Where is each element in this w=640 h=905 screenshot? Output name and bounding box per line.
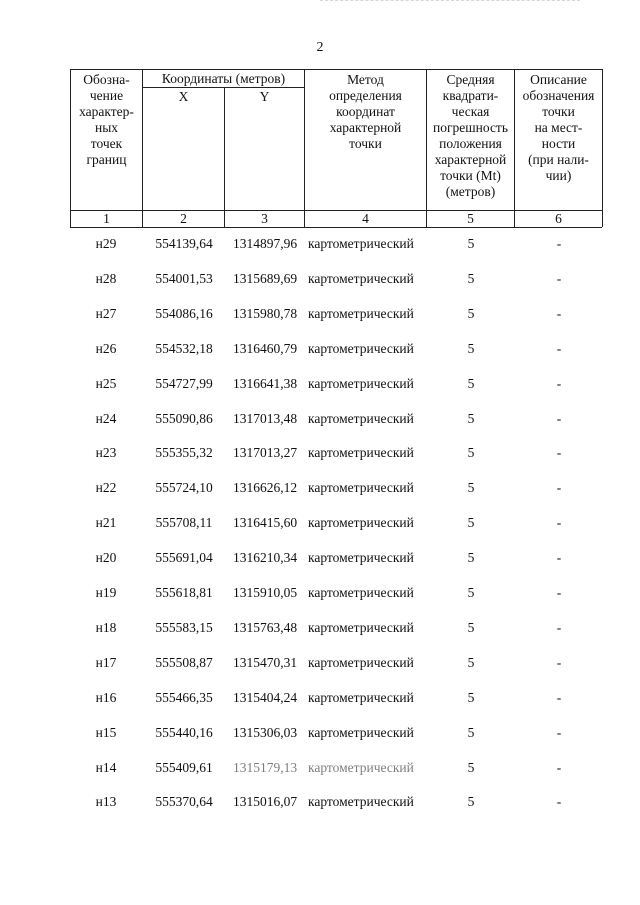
row-method: картометрический	[308, 760, 414, 775]
row-id: н27	[95, 306, 117, 321]
row-desc: -	[556, 585, 562, 600]
row-y: 1315689,69	[232, 271, 298, 286]
row-error: 5	[467, 794, 475, 809]
row-method: картометрический	[308, 306, 414, 321]
header-point	[71, 72, 142, 168]
row-y: 1316460,79	[232, 341, 298, 356]
coord-subheader-line	[142, 87, 304, 88]
row-desc: -	[556, 271, 562, 286]
row-error: 5	[467, 690, 475, 705]
row-y: 1316210,34	[232, 550, 298, 565]
row-desc: -	[556, 341, 562, 356]
row-id: н28	[95, 271, 117, 286]
table-top-border	[70, 69, 602, 70]
colnum-6: 6	[555, 211, 562, 226]
header-method	[305, 72, 426, 152]
row-error: 5	[467, 480, 475, 495]
row-x: 554086,16	[155, 306, 213, 321]
colnum-2: 2	[180, 211, 187, 226]
header-error-text: Средняя квадрати- ческая погрешность положения характерной точки (Mt) (метров)	[432, 72, 508, 199]
row-method: картометрический	[308, 690, 414, 705]
row-desc: -	[556, 794, 562, 809]
row-id: н18	[95, 620, 117, 635]
row-x: 555466,35	[155, 690, 213, 705]
header-point-text: Обозна- чение характер- ных точек границ	[79, 72, 134, 167]
row-method: картометрический	[308, 411, 414, 426]
row-id: н26	[95, 341, 117, 356]
row-y: 1315910,05	[232, 585, 298, 600]
row-error: 5	[467, 445, 475, 460]
row-x: 555370,64	[155, 794, 213, 809]
header-error	[427, 72, 514, 200]
row-error: 5	[467, 655, 475, 670]
row-error: 5	[467, 550, 475, 565]
row-error: 5	[467, 376, 475, 391]
row-y: 1315763,48	[232, 620, 298, 635]
header-x: X	[178, 89, 189, 104]
row-method: картометрический	[308, 236, 414, 251]
row-x: 555355,32	[155, 445, 213, 460]
row-y: 1314897,96	[232, 236, 298, 251]
row-id: н20	[95, 550, 117, 565]
row-error: 5	[467, 411, 475, 426]
row-id: н23	[95, 445, 117, 460]
page-number: 2	[316, 40, 324, 55]
row-desc: -	[556, 306, 562, 321]
row-error: 5	[467, 236, 475, 251]
colnum-5: 5	[467, 211, 474, 226]
colnum-4: 4	[362, 211, 369, 226]
row-x: 554532,18	[155, 341, 213, 356]
header-y: Y	[259, 89, 270, 104]
row-method: картометрический	[308, 794, 414, 809]
row-x: 555409,61	[155, 760, 213, 775]
row-y: 1315404,24	[232, 690, 298, 705]
row-id: н22	[95, 480, 117, 495]
row-x: 555583,15	[155, 620, 213, 635]
colnum-1: 1	[103, 211, 110, 226]
row-method: картометрический	[308, 725, 414, 740]
colnum-bottom-border	[70, 227, 602, 228]
row-method: картометрический	[308, 655, 414, 670]
row-desc: -	[556, 760, 562, 775]
row-desc: -	[556, 376, 562, 391]
row-method: картометрический	[308, 445, 414, 460]
col-border-2	[224, 87, 225, 227]
row-id: н14	[95, 760, 117, 775]
row-y: 1317013,27	[232, 445, 298, 460]
row-error: 5	[467, 760, 475, 775]
row-y: 1316626,12	[232, 480, 298, 495]
row-desc: -	[556, 725, 562, 740]
row-x: 555691,04	[155, 550, 213, 565]
row-desc: -	[556, 690, 562, 705]
row-desc: -	[556, 445, 562, 460]
row-x: 555724,10	[155, 480, 213, 495]
row-y: 1317013,48	[232, 411, 298, 426]
header-coordinates: Координаты (метров)	[161, 71, 286, 86]
row-x: 555440,16	[155, 725, 213, 740]
row-error: 5	[467, 725, 475, 740]
row-x: 555708,11	[155, 515, 213, 530]
col-border-6	[602, 69, 603, 227]
row-x: 555090,86	[155, 411, 213, 426]
row-x: 555508,87	[155, 655, 213, 670]
row-error: 5	[467, 341, 475, 356]
row-y: 1315016,07	[232, 794, 298, 809]
row-method: картометрический	[308, 480, 414, 495]
row-id: н25	[95, 376, 117, 391]
row-error: 5	[467, 306, 475, 321]
row-y: 1315470,31	[232, 655, 298, 670]
row-desc: -	[556, 411, 562, 426]
row-method: картометрический	[308, 550, 414, 565]
row-desc: -	[556, 550, 562, 565]
row-y: 1316415,60	[232, 515, 298, 530]
row-desc: -	[556, 655, 562, 670]
header-description	[515, 72, 602, 184]
row-x: 554139,64	[155, 236, 213, 251]
colnum-3: 3	[261, 211, 268, 226]
row-id: н29	[95, 236, 117, 251]
row-desc: -	[556, 480, 562, 495]
row-method: картометрический	[308, 620, 414, 635]
row-y: 1315306,03	[232, 725, 298, 740]
row-y: 1315980,78	[232, 306, 298, 321]
row-id: н24	[95, 411, 117, 426]
row-error: 5	[467, 271, 475, 286]
scan-artifact	[320, 0, 580, 4]
row-error: 5	[467, 620, 475, 635]
header-description-text: Описание обозначения точки на мест- ности (при нали- чии)	[522, 72, 595, 183]
row-id: н17	[95, 655, 117, 670]
row-method: картометрический	[308, 376, 414, 391]
row-desc: -	[556, 620, 562, 635]
row-id: н21	[95, 515, 117, 530]
row-x: 555618,81	[155, 585, 213, 600]
row-y: 1316641,38	[232, 376, 298, 391]
row-y: 1315179,13	[232, 760, 298, 775]
header-method-text: Метод определения координат характерной точки	[329, 72, 402, 151]
row-id: н16	[95, 690, 117, 705]
row-id: н13	[95, 794, 117, 809]
row-method: картометрический	[308, 341, 414, 356]
row-error: 5	[467, 585, 475, 600]
row-method: картометрический	[308, 515, 414, 530]
row-desc: -	[556, 236, 562, 251]
row-method: картометрический	[308, 585, 414, 600]
row-id: н19	[95, 585, 117, 600]
row-x: 554727,99	[155, 376, 213, 391]
row-desc: -	[556, 515, 562, 530]
row-id: н15	[95, 725, 117, 740]
row-method: картометрический	[308, 271, 414, 286]
row-x: 554001,53	[155, 271, 213, 286]
row-error: 5	[467, 515, 475, 530]
